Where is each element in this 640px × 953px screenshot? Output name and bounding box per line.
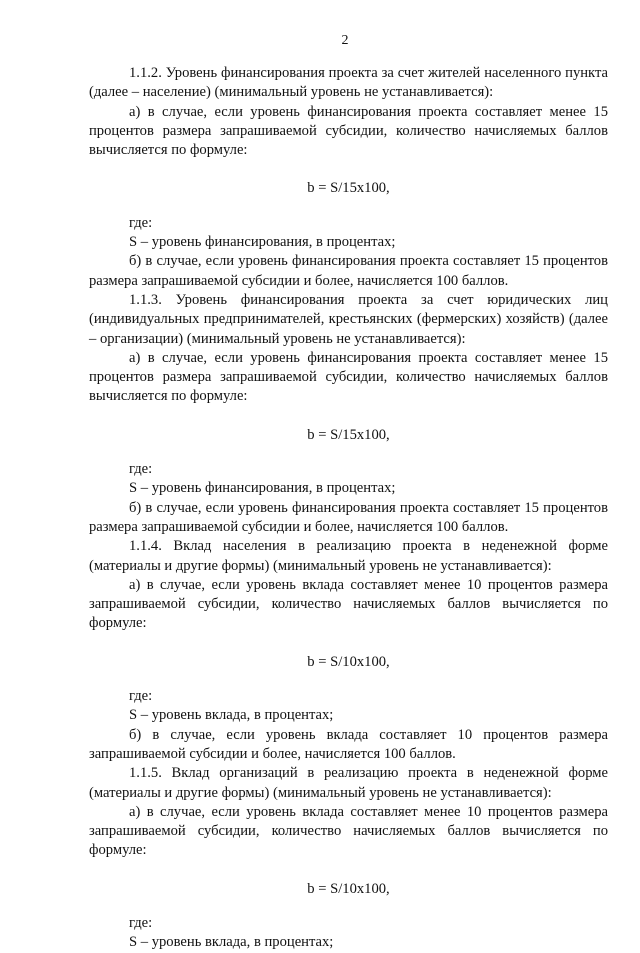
where-label: где: [129,914,153,931]
clause-b-condition: б) в случае, если уровень финансирования проекта составляет 15 процентов размера запрашиваемой субсидии и более, начисляется 100 баллов. [89,253,608,289]
clause-b-condition: б) в случае, если уровень финансирования проекта составляет 15 процентов размера запрашиваемой субсидии и более, начисляется 100 баллов. [89,499,608,535]
clause-a-condition: а) в случае, если уровень финансирования проекта составляет менее 15 процентов размера запрашиваемой субсидии, количество начисляемых баллов вычисляется по формуле: [89,349,608,405]
section-1-1-4-heading: 1.1.4. Вклад населения в реализацию проекта в неденежной форме (материалы и другие формы) (минимальный уровень не устанавливается): [89,538,608,574]
clause-a-condition: а) в случае, если уровень финансирования проекта составляет менее 15 процентов размера запрашиваемой субсидии, количество начисляемых баллов вычисляется по формуле: [89,103,608,159]
where-label: где: [129,461,153,478]
clause-b-condition: б) в случае, если уровень вклада составляет 10 процентов размера запрашиваемой субсидии и более, начисляется 100 баллов. [89,726,608,762]
document-body [89,64,608,953]
clause-a-condition: а) в случае, если уровень вклада составляет менее 10 процентов размера запрашиваемой субсидии, количество начисляемых баллов вычисляется по формуле: [89,576,608,632]
formula: b = S/10x100, [307,880,390,897]
variable-definition: S – уровень вклада, в процентах; [129,707,334,724]
clause-a-condition: а) в случае, если уровень вклада составляет менее 10 процентов размера запрашиваемой субсидии, количество начисляемых баллов вычисляется по формуле: [89,803,608,859]
formula: b = S/15x100, [307,426,390,443]
section-1-1-3-heading: 1.1.3. Уровень финансирования проекта за счет юридических лиц (индивидуальных предпринимателей, крестьянских (фермерских) хозяйств) (далее – организации) (минимальный уровень не устанавливается): [89,291,608,347]
where-label: где: [129,688,153,705]
section-1-1-2-heading: 1.1.2. Уровень финансирования проекта за счет жителей населенного пункта (далее – население) (минимальный уровень не устанавливается): [89,65,608,101]
where-label: где: [129,214,153,231]
formula: b = S/10x100, [307,653,390,670]
formula: b = S/15x100, [307,180,390,197]
section-1-1-5-heading: 1.1.5. Вклад организаций в реализацию проекта в неденежной форме (материалы и другие формы) (минимальный уровень не устанавливается): [89,765,608,801]
variable-definition: S – уровень финансирования, в процентах; [129,480,396,497]
page-number: 2 [341,33,349,48]
variable-definition: S – уровень вклада, в процентах; [129,934,334,951]
variable-definition: S – уровень финансирования, в процентах; [129,234,396,251]
